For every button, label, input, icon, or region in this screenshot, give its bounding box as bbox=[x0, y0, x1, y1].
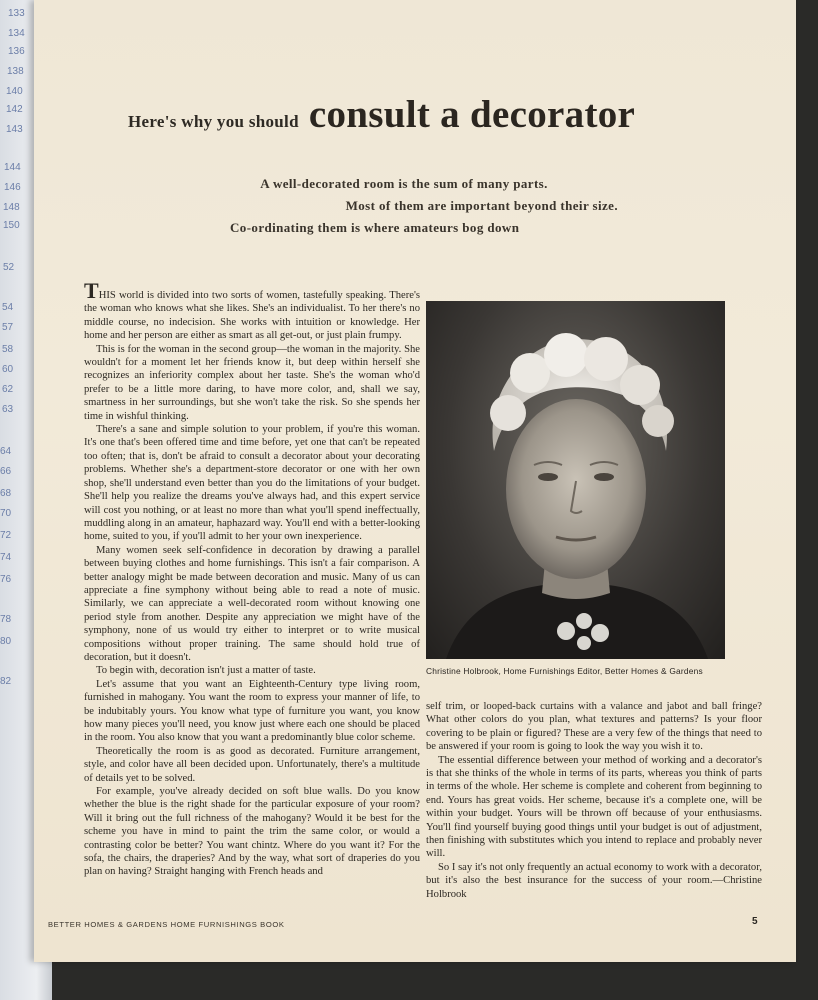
headline-lead-in: Here's why you should bbox=[128, 112, 299, 131]
back-page-number: 63 bbox=[2, 404, 14, 415]
back-page-number: 133 bbox=[8, 8, 25, 19]
back-page-number: 76 bbox=[0, 574, 12, 585]
back-page-number: 58 bbox=[2, 344, 14, 355]
article-paragraph: Theoretically the room is as good as decorated. Furniture arrangement, style, and color have all been decided upon. Unfortunately, there's a multitude of details yet to be solved. bbox=[84, 745, 420, 784]
article-paragraph: To begin with, decoration isn't just a matter of taste. bbox=[96, 665, 316, 677]
article-paragraph: The essential difference between your method of working and a decorator's is that she thinks of the whole in terms of its parts, whereas you think of parts in terms of the whole. Her scheme is complete and coherent from beginning to end. Yours has great voids. Her scheme, because it's a complete one, will be within your budget. Yours will be thrown off because of your enthusiasms. You'll find yourself buying good things until your budget is out of adjustment, then finishing with substitutes which you intend to replace and probably never will. bbox=[426, 754, 762, 860]
back-page-number: 142 bbox=[6, 104, 23, 115]
back-page-number: 66 bbox=[0, 466, 12, 477]
back-page-number: 148 bbox=[3, 202, 20, 213]
article-paragraph bbox=[84, 278, 420, 343]
article-paragraph: Let's assume that you want an Eighteenth-Century type living room, furnished in mahogany. You want the room to express your manner of life, to be indubitably yours. You know what type of furniture you want, you know how many pieces you'll need, you know just where each one should be placed in the room. You also know that you want a predominantly blue color scheme. bbox=[84, 678, 420, 744]
footer-running-title: BETTER HOMES & GARDENS HOME FURNISHINGS BOOK bbox=[48, 920, 285, 929]
back-page-number: 136 bbox=[8, 46, 25, 57]
article-paragraph: There's a sane and simple solution to your problem, if you're this woman. It's one that's been offered time and time before, yet one that can't be repeated too often; that is, don't be afraid to consult a decorator about your decorating problems. Whether she's a department-store decorator or one with her own shop, she'll understand even better than you do the limitations of your budget. She'll help you realize the dreams you've always had, and this expert service will cost you nothing, or at least no more than what you'll spend ineffectually, muddling along in an amateur, haphazard way. You'll end with a better-looking home, suited to you, if you'll admit to her your own inexperience. bbox=[84, 424, 420, 543]
back-page-number: 134 bbox=[8, 28, 25, 39]
back-page-number: 78 bbox=[0, 614, 12, 625]
back-page-number: 64 bbox=[0, 446, 12, 457]
portrait-illustration bbox=[426, 301, 725, 659]
article-paragraph: This is for the woman in the second group—the woman in the majority. She wouldn't for a moment let her friends know it, but deep within herself she recognizes an inferiority complex about her taste. She's the woman who'd prefer to be a little more daring, to have more color, and, shall we say, smartness in her surroundings, but she won't take the risk. So she spends her time in wishful thinking. bbox=[84, 343, 420, 422]
headline-title: consult a decorator bbox=[308, 93, 636, 136]
photo-caption: Christine Holbrook, Home Furnishings Editor, Better Homes & Gardens bbox=[426, 666, 703, 676]
deck-line: A well-decorated room is the sum of many parts. bbox=[260, 176, 548, 191]
back-page-number: 52 bbox=[3, 262, 15, 273]
back-page-number: 140 bbox=[6, 86, 23, 97]
deck-line: Most of them are important beyond their size. bbox=[345, 198, 618, 213]
back-page-number: 80 bbox=[0, 636, 12, 647]
headline bbox=[128, 92, 768, 137]
article-paragraph-text: HIS world is divided into two sorts of women, tastefully speaking. There's the woman who knows what she likes. She's an individualist. To her there's no middle course, no indecision. She works with intuition or knowledge. Her home and her person are either as smart as all get-out, or just plain frumpy. bbox=[84, 290, 420, 342]
article-paragraph: For example, you've already decided on soft blue walls. Do you know whether the blue is the right shade for the particular exposure of your room? Will it bring out the full richness of the mahogany? Would it be best for the scheme you have in mind to paint the trim the same color, or would a contrasting color be better? You want chintz. Where do you want it? For the sofa, the chairs, the draperies? And by the way, what sort of draperies do you plan on having? Straight hanging with French heads and bbox=[84, 786, 420, 878]
portrait-photo bbox=[426, 301, 725, 659]
magazine-page bbox=[34, 0, 796, 962]
back-page-number: 54 bbox=[2, 302, 14, 313]
back-page-number: 70 bbox=[0, 508, 12, 519]
back-page-number: 144 bbox=[4, 162, 21, 173]
back-page-number: 68 bbox=[0, 488, 12, 499]
back-page-number: 150 bbox=[3, 220, 20, 231]
back-page-number: 57 bbox=[2, 322, 14, 333]
article-paragraph: So I say it's not only frequently an actual economy to work with a decorator, but it's also the best insurance for the success of your room.—Christine Holbrook bbox=[426, 861, 762, 900]
article-paragraph: Many women seek self-confidence in decoration by drawing a parallel between buying clothes and home furnishings. This isn't a fair comparison. A better analogy might be made between decoration and music. Many of us can appreciate a fine symphony without being able to read a note of music. Similarly, we can appreciate a well-decorated room without knowing one period style from another. Despite any appreciation we might have of the symphony, none of us would try either to interpret or to write musical compositions without proper training. The same should hold true of decoration, but it doesn't. bbox=[84, 544, 420, 663]
back-page-number: 146 bbox=[4, 182, 21, 193]
deck-line: Co-ordinating them is where amateurs bog down bbox=[230, 220, 520, 235]
deck-subhead bbox=[184, 176, 624, 242]
article-paragraph: self trim, or looped-back curtains with a valance and jabot and ball fringe? What other colors do you plan, what textures and patterns? Is your floor covering to be plain or figured? These are a very few of the things that need to be answered if your room is going to look the way you wish it to. bbox=[426, 701, 762, 753]
drop-cap: T bbox=[84, 278, 99, 303]
back-page-number: 62 bbox=[2, 384, 14, 395]
article-column-right bbox=[426, 700, 762, 901]
back-page-number: 82 bbox=[0, 676, 12, 687]
back-page-number: 72 bbox=[0, 530, 12, 541]
back-page-number: 138 bbox=[7, 66, 24, 77]
back-page-number: 60 bbox=[2, 364, 14, 375]
article-column-left bbox=[84, 278, 420, 879]
back-page-number: 74 bbox=[0, 552, 12, 563]
page-number: 5 bbox=[752, 916, 758, 927]
back-page-number: 143 bbox=[6, 124, 23, 135]
